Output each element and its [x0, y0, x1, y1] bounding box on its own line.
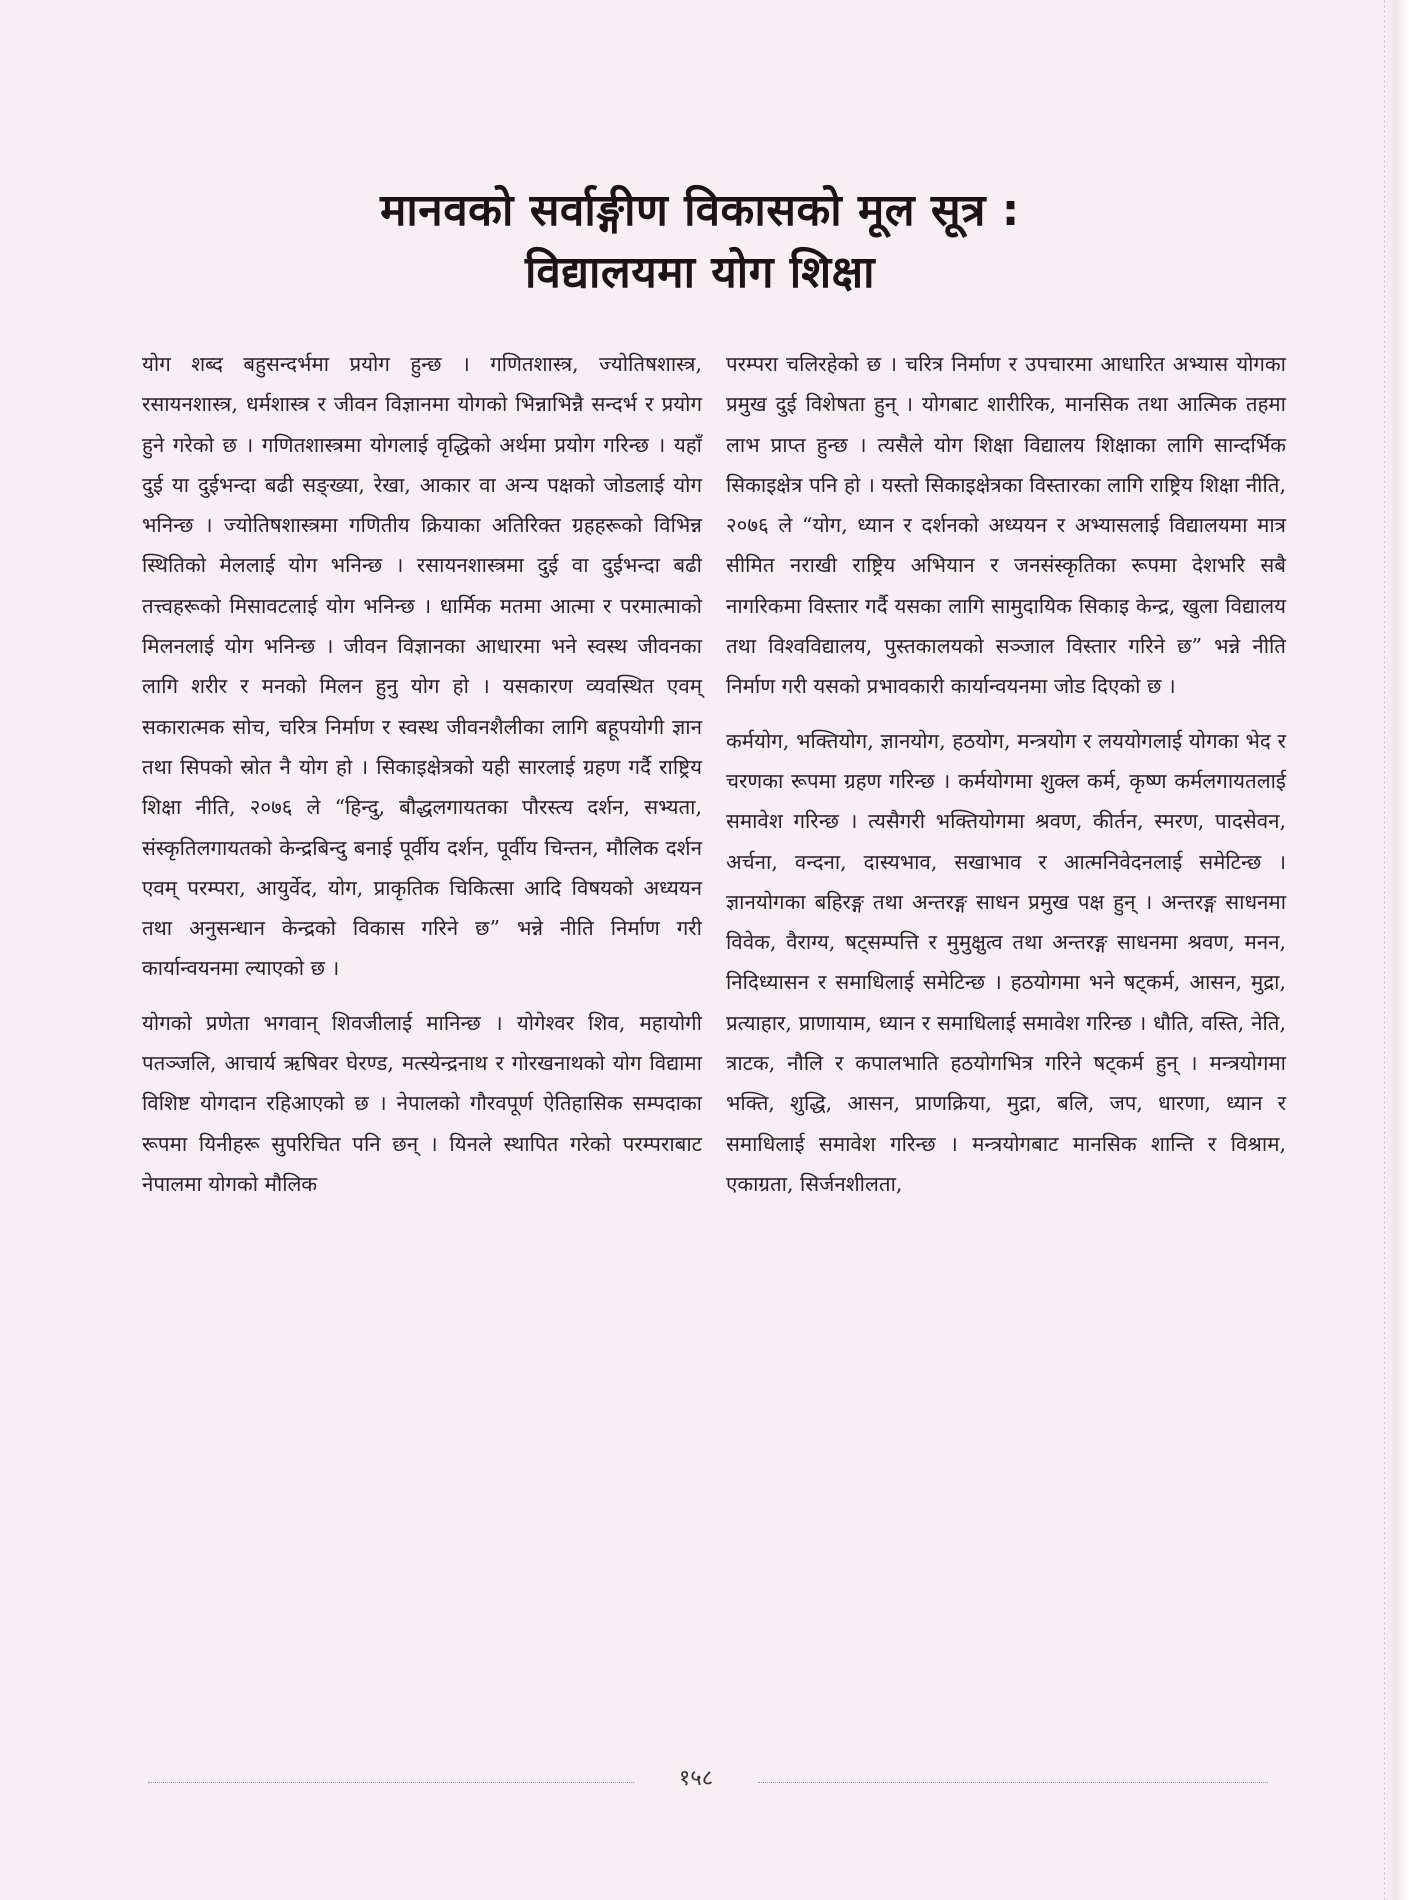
right-column [726, 344, 1286, 1218]
paragraph: कर्मयोग, भक्तियोग, ज्ञानयोग, हठयोग, मन्त्रयोग र लययोगलाई योगका भेद र चरणका रूपमा ग्रहण गरिन्छ । कर्मयोगमा शुक्ल कर्म, कृष्ण कर्मलगायतलाई समावेश गरिन्छ । त्यसैगरी भक्तियोगमा श्रवण, कीर्तन, स्मरण, पादसेवन, अर्चना, वन्दना, दास्यभाव, सखाभाव र आत्मनिवेदनलाई समेटिन्छ । ज्ञानयोगका बहिरङ्ग तथा अन्तरङ्ग साधन प्रमुख पक्ष हुन् । अन्तरङ्ग साधनमा विवेक, वैराग्य, षट्सम्पत्ति र मुमुक्षुत्व तथा अन्तरङ्ग साधनमा श्रवण, मनन, निदिध्यासन र समाधिलाई समेटिन्छ । हठयोगमा भने षट्कर्म, आसन, मुद्रा, प्रत्याहार, प्राणायाम, ध्यान र समाधिलाई समावेश गरिन्छ । धौति, वस्ति, नेति, त्राटक, नौलि र कपालभाति हठयोगभित्र गरिने षट्कर्म हुन् । मन्त्रयोगमा भक्ति, शुद्धि, आसन, प्राणक्रिया, मुद्रा, बलि, जप, धारणा, ध्यान र समाधिलाई समावेश गरिन्छ । मन्त्रयोगबाट मानसिक शान्ति र विश्राम, एकाग्रता, सिर्जनशीलता, [726, 728, 1286, 1196]
footer-rule-left [148, 1782, 634, 1783]
title-line-1: मानवको सर्वाङ्गीण विकासको मूल सूत्र : [380, 185, 1020, 236]
paragraph: योगको प्रणेता भगवान् शिवजीलाई मानिन्छ । योगेश्वर शिव, महायोगी पतञ्जलि, आचार्य ऋषिवर घेरण्ड, मत्स्येन्द्रनाथ र गोरखनाथको योग विद्यामा विशिष्ट योगदान रहिआएको छ । नेपालको गौरवपूर्ण ऐतिहासिक सम्पदाका रूपमा यिनीहरू सुपरिचित पनि छन् । यिनले स्थापित गरेको परम्पराबाट नेपालमा योगको मौलिक [142, 1010, 702, 1196]
footer-rule-right [758, 1782, 1268, 1783]
paragraph: परम्परा चलिरहेको छ । चरित्र निर्माण र उपचारमा आधारित अभ्यास योगका प्रमुख दुई विशेषता हुन् । योगबाट शारीरिक, मानसिक तथा आत्मिक तहमा लाभ प्राप्त हुन्छ । त्यसैले योग शिक्षा विद्यालय शिक्षाका लागि सान्दर्भिक सिकाइक्षेत्र पनि हो । यस्तो सिकाइक्षेत्रका विस्तारका लागि राष्ट्रिय शिक्षा नीति, २०७६ ले “योग, ध्यान र दर्शनको अध्ययन र अभ्यासलाई विद्यालयमा मात्र सीमित नराखी राष्ट्रिय अभियान र जनसंस्कृतिका रूपमा देशभरि सबै नागरिकमा विस्तार गर्दै यसका लागि सामुदायिक सिकाइ केन्द्र, खुला विद्यालय तथा विश्वविद्यालय, पुस्तकालयको सञ्जाल विस्तार गरिने छ” भन्ने नीति निर्माण गरी यसको प्रभावकारी कार्यान्वयनमा जोड दिएको छ । [726, 352, 1286, 699]
title-line-2: विद्यालयमा योग शिक्षा [524, 247, 876, 298]
left-column [142, 344, 702, 1218]
page-edge [1384, 0, 1409, 1900]
paragraph: योग शब्द बहुसन्दर्भमा प्रयोग हुन्छ । गणितशास्त्र, ज्योतिषशास्त्र, रसायनशास्त्र, धर्मशास्त्र र जीवन विज्ञानमा योगको भिन्नाभिन्नै सन्दर्भ र प्रयोग हुने गरेको छ । गणितशास्त्रमा योगलाई वृद्धिको अर्थमा प्रयोग गरिन्छ । यहाँ दुई या दुईभन्दा बढी सङ्ख्या, रेखा, आकार वा अन्य पक्षको जोडलाई योग भनिन्छ । ज्योतिषशास्त्रमा गणितीय क्रियाका अतिरिक्त ग्रहहरूको विभिन्न स्थितिको मेललाई योग भनिन्छ । रसायनशास्त्रमा दुई वा दुईभन्दा बढी तत्त्वहरूको मिसावटलाई योग भनिन्छ । धार्मिक मतमा आत्मा र परमात्माको मिलनलाई योग भनिन्छ । जीवन विज्ञानका आधारमा भने स्वस्थ जीवनका लागि शरीर र मनको मिलन हुनु योग हो । यसकारण व्यवस्थित एवम् सकारात्मक सोच, चरित्र निर्माण र स्वस्थ जीवनशैलीका लागि बहूपयोगी ज्ञान तथा सिपको स्रोत नै योग हो । सिकाइक्षेत्रको यही सारलाई ग्रहण गर्दै राष्ट्रिय शिक्षा नीति, २०७६ ले “हिन्दु, बौद्धलगायतका पौरस्त्य दर्शन, सभ्यता, संस्कृतिलगायतको केन्द्रबिन्दु बनाई पूर्वीय दर्शन, पूर्वीय चिन्तन, मौलिक दर्शन एवम् परम्परा, आयुर्वेद, योग, प्राकृतिक चिकित्सा आदि विषयको अध्ययन तथा अनुसन्धान केन्द्रको विकास गरिने छ” भन्ने नीति निर्माण गरी कार्यान्वयनमा ल्याएको छ । [142, 352, 702, 981]
page-number: १५८ [678, 1766, 714, 1791]
article-title [140, 180, 1260, 304]
